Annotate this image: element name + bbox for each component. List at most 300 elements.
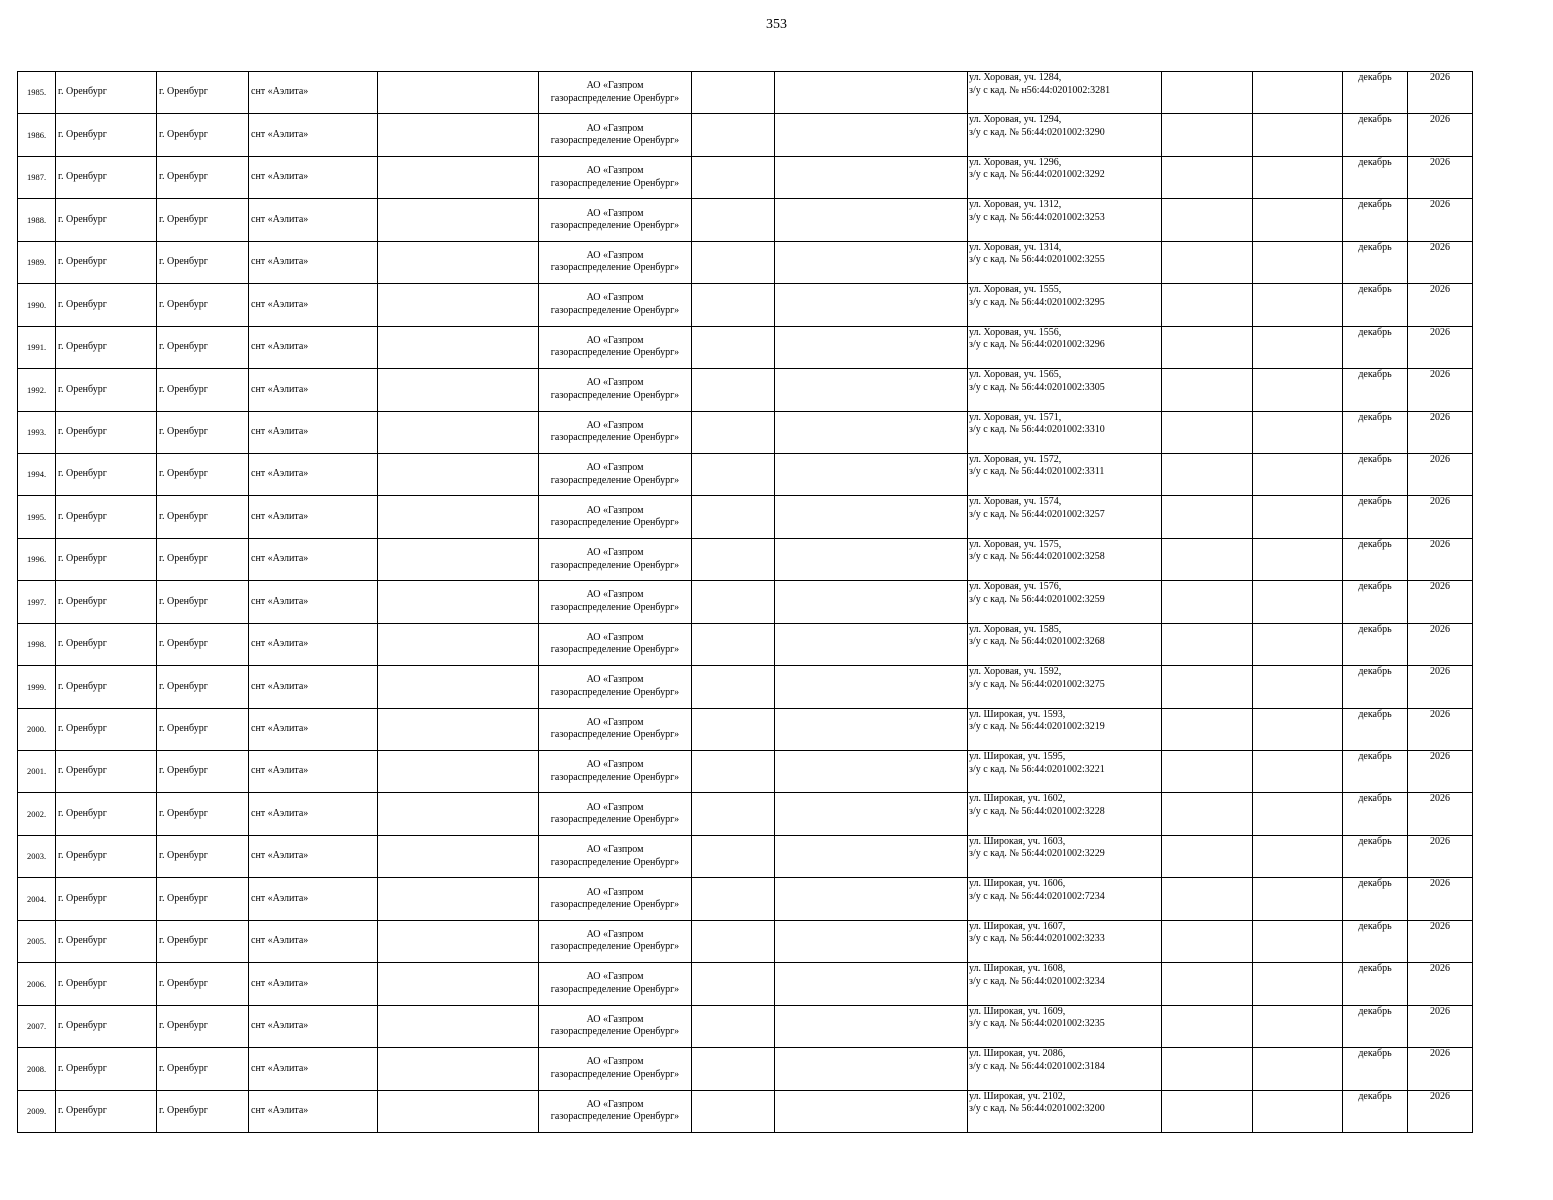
year-cell: 2026 xyxy=(1408,623,1473,665)
empty-cell xyxy=(1162,326,1253,368)
snt-cell: снт «Аэлита» xyxy=(249,199,378,241)
table-row xyxy=(18,156,1473,198)
table-row xyxy=(18,920,1473,962)
empty-cell xyxy=(1162,284,1253,326)
snt-cell: снт «Аэлита» xyxy=(249,920,378,962)
locality-cell: г. Оренбург xyxy=(157,369,249,411)
organization-line-1: АО «Газпром xyxy=(586,971,644,983)
empty-cell xyxy=(692,199,775,241)
district-cell: г. Оренбург xyxy=(56,453,157,495)
snt-cell: снт «Аэлита» xyxy=(249,496,378,538)
empty-cell xyxy=(1162,72,1253,114)
row-number: 1988. xyxy=(18,199,56,241)
address-line-1: ул. Широкая, уч. 1609, xyxy=(969,1005,1066,1017)
locality-cell: г. Оренбург xyxy=(157,156,249,198)
table-row xyxy=(18,666,1473,708)
empty-cell xyxy=(1162,1005,1253,1047)
row-number: 2005. xyxy=(18,920,56,962)
empty-cell xyxy=(692,284,775,326)
empty-cell xyxy=(1162,538,1253,580)
empty-cell xyxy=(692,496,775,538)
locality-cell: г. Оренбург xyxy=(157,284,249,326)
row-number: 2007. xyxy=(18,1005,56,1047)
address-line-2: з/у с кад. № 56:44:0201002:7234 xyxy=(969,890,1105,902)
organization-cell xyxy=(539,453,692,495)
year-cell: 2026 xyxy=(1408,156,1473,198)
month-cell: декабрь xyxy=(1343,199,1408,241)
month-cell: декабрь xyxy=(1343,411,1408,453)
address-cell xyxy=(968,326,1162,368)
empty-cell xyxy=(1162,666,1253,708)
organization-line-1: АО «Газпром xyxy=(586,165,644,177)
year-cell: 2026 xyxy=(1408,666,1473,708)
snt-cell: снт «Аэлита» xyxy=(249,453,378,495)
address-cell xyxy=(968,666,1162,708)
empty-cell xyxy=(692,835,775,877)
address-line-1: ул. Широкая, уч. 1595, xyxy=(969,751,1066,762)
district-cell: г. Оренбург xyxy=(56,835,157,877)
table-row xyxy=(18,453,1473,495)
organization-line-1: АО «Газпром xyxy=(586,419,644,431)
month-cell: декабрь xyxy=(1343,708,1408,750)
empty-cell xyxy=(775,284,968,326)
empty-cell xyxy=(378,920,539,962)
empty-cell xyxy=(378,284,539,326)
organization-cell xyxy=(539,623,692,665)
month-cell: декабрь xyxy=(1343,241,1408,283)
organization-cell xyxy=(539,1005,692,1047)
snt-cell: снт «Аэлита» xyxy=(249,241,378,283)
district-cell: г. Оренбург xyxy=(56,1048,157,1090)
organization-cell xyxy=(539,920,692,962)
empty-cell xyxy=(1162,114,1253,156)
address-line-2: з/у с кад. № 56:44:0201002:3311 xyxy=(969,466,1105,478)
organization-line-2: газораспределение Оренбург» xyxy=(550,177,680,189)
locality-cell: г. Оренбург xyxy=(157,114,249,156)
empty-cell xyxy=(378,708,539,750)
address-line-2: з/у с кад. № 56:44:0201002:3200 xyxy=(969,1103,1105,1114)
organization-cell xyxy=(539,411,692,453)
organization-line-2: газораспределение Оренбург» xyxy=(550,432,680,444)
year-cell: 2026 xyxy=(1408,581,1473,623)
district-cell: г. Оренбург xyxy=(56,326,157,368)
empty-cell xyxy=(1253,835,1343,877)
empty-cell xyxy=(775,369,968,411)
empty-cell xyxy=(1162,835,1253,877)
snt-cell: снт «Аэлита» xyxy=(249,666,378,708)
district-cell: г. Оренбург xyxy=(56,284,157,326)
year-cell: 2026 xyxy=(1408,72,1473,114)
organization-cell xyxy=(539,708,692,750)
empty-cell xyxy=(692,1090,775,1132)
table-row xyxy=(18,1005,1473,1047)
empty-cell xyxy=(378,411,539,453)
empty-cell xyxy=(692,878,775,920)
row-number: 1994. xyxy=(18,453,56,495)
table-row xyxy=(18,284,1473,326)
table-row xyxy=(18,581,1473,623)
table-body xyxy=(18,72,1473,1133)
empty-cell xyxy=(692,1048,775,1090)
locality-cell: г. Оренбург xyxy=(157,453,249,495)
empty-cell xyxy=(1253,538,1343,580)
organization-line-2: газораспределение Оренбург» xyxy=(550,1026,680,1038)
address-line-2: з/у с кад. № 56:44:0201002:3305 xyxy=(969,381,1105,393)
empty-cell xyxy=(775,241,968,283)
address-line-1: ул. Широкая, уч. 1607, xyxy=(969,920,1066,932)
empty-cell xyxy=(775,411,968,453)
empty-cell xyxy=(1162,496,1253,538)
empty-cell xyxy=(378,623,539,665)
organization-cell xyxy=(539,369,692,411)
organization-line-2: газораспределение Оренбург» xyxy=(550,517,680,529)
organization-line-1: АО «Газпром xyxy=(586,1098,644,1110)
empty-cell xyxy=(378,1090,539,1132)
organization-line-1: АО «Газпром xyxy=(586,928,644,940)
district-cell: г. Оренбург xyxy=(56,1090,157,1132)
address-cell xyxy=(968,920,1162,962)
table-row xyxy=(18,199,1473,241)
month-cell: декабрь xyxy=(1343,453,1408,495)
organization-cell xyxy=(539,241,692,283)
address-cell xyxy=(968,369,1162,411)
row-number: 2001. xyxy=(18,751,56,793)
locality-cell: г. Оренбург xyxy=(157,623,249,665)
snt-cell: снт «Аэлита» xyxy=(249,369,378,411)
address-line-1: ул. Широкая, уч. 1603, xyxy=(969,835,1066,847)
address-cell xyxy=(968,411,1162,453)
empty-cell xyxy=(1253,72,1343,114)
organization-line-2: газораспределение Оренбург» xyxy=(550,644,680,656)
organization-cell xyxy=(539,1090,692,1132)
organization-line-1: АО «Газпром xyxy=(586,377,644,389)
row-number: 1993. xyxy=(18,411,56,453)
address-line-2: з/у с кад. № 56:44:0201002:3234 xyxy=(969,975,1105,987)
month-cell: декабрь xyxy=(1343,920,1408,962)
snt-cell: снт «Аэлита» xyxy=(249,751,378,793)
empty-cell xyxy=(775,199,968,241)
year-cell: 2026 xyxy=(1408,496,1473,538)
address-line-1: ул. Хоровая, уч. 1574, xyxy=(969,496,1062,508)
empty-cell xyxy=(1253,326,1343,368)
snt-cell: снт «Аэлита» xyxy=(249,581,378,623)
table-row xyxy=(18,623,1473,665)
empty-cell xyxy=(1253,1048,1343,1090)
address-line-2: з/у с кад. № 56:44:0201002:3221 xyxy=(969,763,1105,775)
organization-cell xyxy=(539,581,692,623)
empty-cell xyxy=(692,411,775,453)
address-line-1: ул. Хоровая, уч. 1571, xyxy=(969,411,1062,423)
district-cell: г. Оренбург xyxy=(56,708,157,750)
organization-line-1: АО «Газпром xyxy=(586,589,644,601)
month-cell: декабрь xyxy=(1343,1005,1408,1047)
year-cell: 2026 xyxy=(1408,453,1473,495)
organization-line-1: АО «Газпром xyxy=(586,716,644,728)
locality-cell: г. Оренбург xyxy=(157,199,249,241)
empty-cell xyxy=(775,496,968,538)
table-row xyxy=(18,793,1473,835)
address-cell xyxy=(968,284,1162,326)
organization-line-1: АО «Газпром xyxy=(586,886,644,898)
organization-line-1: АО «Газпром xyxy=(586,80,644,92)
empty-cell xyxy=(1253,963,1343,1005)
empty-cell xyxy=(378,369,539,411)
address-line-1: ул. Хоровая, уч. 1575, xyxy=(969,538,1062,550)
empty-cell xyxy=(775,114,968,156)
empty-cell xyxy=(775,920,968,962)
organization-line-2: газораспределение Оренбург» xyxy=(550,92,680,104)
organization-line-1: АО «Газпром xyxy=(586,844,644,856)
empty-cell xyxy=(1253,1090,1343,1132)
empty-cell xyxy=(378,878,539,920)
organization-line-1: АО «Газпром xyxy=(586,674,644,686)
district-cell: г. Оренбург xyxy=(56,369,157,411)
year-cell: 2026 xyxy=(1408,284,1473,326)
row-number: 2009. xyxy=(18,1090,56,1132)
locality-cell: г. Оренбург xyxy=(157,666,249,708)
empty-cell xyxy=(692,241,775,283)
address-line-2: з/у с кад. № 56:44:0201002:3184 xyxy=(969,1060,1105,1072)
row-number: 1989. xyxy=(18,241,56,283)
district-cell: г. Оренбург xyxy=(56,963,157,1005)
organization-line-1: АО «Газпром xyxy=(586,1056,644,1068)
table-row xyxy=(18,72,1473,114)
month-cell: декабрь xyxy=(1343,666,1408,708)
month-cell: декабрь xyxy=(1343,369,1408,411)
table-row xyxy=(18,538,1473,580)
organization-cell xyxy=(539,326,692,368)
month-cell: декабрь xyxy=(1343,581,1408,623)
organization-cell xyxy=(539,666,692,708)
table-row xyxy=(18,114,1473,156)
row-number: 1987. xyxy=(18,156,56,198)
row-number: 1996. xyxy=(18,538,56,580)
address-line-2: з/у с кад. № 56:44:0201002:3228 xyxy=(969,805,1105,817)
year-cell: 2026 xyxy=(1408,708,1473,750)
organization-line-2: газораспределение Оренбург» xyxy=(550,941,680,953)
empty-cell xyxy=(1253,920,1343,962)
address-line-2: з/у с кад. № 56:44:0201002:3229 xyxy=(969,848,1105,860)
organization-cell xyxy=(539,199,692,241)
empty-cell xyxy=(1162,963,1253,1005)
empty-cell xyxy=(775,326,968,368)
empty-cell xyxy=(1162,920,1253,962)
table-row xyxy=(18,241,1473,283)
locality-cell: г. Оренбург xyxy=(157,326,249,368)
empty-cell xyxy=(775,963,968,1005)
table-row xyxy=(18,1090,1473,1132)
address-line-2: з/у с кад. № н56:44:0201002:3281 xyxy=(969,84,1111,96)
month-cell: декабрь xyxy=(1343,284,1408,326)
year-cell: 2026 xyxy=(1408,793,1473,835)
empty-cell xyxy=(775,623,968,665)
empty-cell xyxy=(378,1005,539,1047)
empty-cell xyxy=(1162,708,1253,750)
address-cell xyxy=(968,751,1162,793)
organization-cell xyxy=(539,72,692,114)
table-row xyxy=(18,496,1473,538)
month-cell: декабрь xyxy=(1343,835,1408,877)
snt-cell: снт «Аэлита» xyxy=(249,878,378,920)
empty-cell xyxy=(1253,878,1343,920)
empty-cell xyxy=(775,793,968,835)
organization-line-1: АО «Газпром xyxy=(586,207,644,219)
empty-cell xyxy=(692,793,775,835)
address-line-1: ул. Хоровая, уч. 1592, xyxy=(969,666,1062,678)
organization-line-2: газораспределение Оренбург» xyxy=(550,1068,680,1080)
table-row xyxy=(18,878,1473,920)
district-cell: г. Оренбург xyxy=(56,199,157,241)
empty-cell xyxy=(378,156,539,198)
empty-cell xyxy=(1162,878,1253,920)
address-line-1: ул. Хоровая, уч. 1312, xyxy=(969,199,1062,211)
year-cell: 2026 xyxy=(1408,1048,1473,1090)
organization-cell xyxy=(539,156,692,198)
year-cell: 2026 xyxy=(1408,835,1473,877)
empty-cell xyxy=(1162,1090,1253,1132)
address-line-2: з/у с кад. № 56:44:0201002:3295 xyxy=(969,296,1105,308)
organization-line-1: АО «Газпром xyxy=(586,122,644,134)
district-cell: г. Оренбург xyxy=(56,793,157,835)
locality-cell: г. Оренбург xyxy=(157,708,249,750)
locality-cell: г. Оренбург xyxy=(157,793,249,835)
row-number: 1999. xyxy=(18,666,56,708)
empty-cell xyxy=(378,538,539,580)
address-line-2: з/у с кад. № 56:44:0201002:3292 xyxy=(969,169,1105,181)
snt-cell: снт «Аэлита» xyxy=(249,1090,378,1132)
empty-cell xyxy=(1162,793,1253,835)
organization-cell xyxy=(539,878,692,920)
address-line-1: ул. Хоровая, уч. 1294, xyxy=(969,114,1062,126)
organization-line-2: газораспределение Оренбург» xyxy=(550,474,680,486)
address-line-1: ул. Хоровая, уч. 1555, xyxy=(969,284,1062,296)
address-cell xyxy=(968,114,1162,156)
organization-line-1: АО «Газпром xyxy=(586,249,644,261)
address-cell xyxy=(968,1005,1162,1047)
empty-cell xyxy=(1253,453,1343,495)
organization-cell xyxy=(539,963,692,1005)
locality-cell: г. Оренбург xyxy=(157,963,249,1005)
year-cell: 2026 xyxy=(1408,963,1473,1005)
address-cell xyxy=(968,581,1162,623)
month-cell: декабрь xyxy=(1343,1090,1408,1132)
address-line-2: з/у с кад. № 56:44:0201002:3259 xyxy=(969,593,1105,605)
month-cell: декабрь xyxy=(1343,156,1408,198)
page-number: 353 xyxy=(766,17,787,32)
snt-cell: снт «Аэлита» xyxy=(249,623,378,665)
locality-cell: г. Оренбург xyxy=(157,538,249,580)
empty-cell xyxy=(775,72,968,114)
empty-cell xyxy=(1162,751,1253,793)
snt-cell: снт «Аэлита» xyxy=(249,156,378,198)
row-number: 2002. xyxy=(18,793,56,835)
district-cell: г. Оренбург xyxy=(56,623,157,665)
empty-cell xyxy=(1253,411,1343,453)
row-number: 1995. xyxy=(18,496,56,538)
empty-cell xyxy=(692,708,775,750)
district-cell: г. Оренбург xyxy=(56,581,157,623)
organization-line-2: газораспределение Оренбург» xyxy=(550,1111,680,1123)
empty-cell xyxy=(378,72,539,114)
district-cell: г. Оренбург xyxy=(56,920,157,962)
month-cell: декабрь xyxy=(1343,496,1408,538)
organization-cell xyxy=(539,284,692,326)
organization-line-1: АО «Газпром xyxy=(586,801,644,813)
empty-cell xyxy=(775,1090,968,1132)
snt-cell: снт «Аэлита» xyxy=(249,411,378,453)
empty-cell xyxy=(378,751,539,793)
empty-cell xyxy=(775,538,968,580)
snt-cell: снт «Аэлита» xyxy=(249,538,378,580)
address-cell xyxy=(968,793,1162,835)
organization-line-1: АО «Газпром xyxy=(586,631,644,643)
address-line-1: ул. Хоровая, уч. 1565, xyxy=(969,369,1062,381)
table-row xyxy=(18,369,1473,411)
address-line-1: ул. Хоровая, уч. 1284, xyxy=(969,72,1062,83)
row-number: 1986. xyxy=(18,114,56,156)
organization-line-1: АО «Газпром xyxy=(586,334,644,346)
organization-cell xyxy=(539,1048,692,1090)
empty-cell xyxy=(1162,156,1253,198)
address-line-2: з/у с кад. № 56:44:0201002:3257 xyxy=(969,508,1105,520)
address-line-2: з/у с кад. № 56:44:0201002:3258 xyxy=(969,551,1105,563)
empty-cell xyxy=(775,666,968,708)
empty-cell xyxy=(1162,581,1253,623)
address-line-2: з/у с кад. № 56:44:0201002:3268 xyxy=(969,636,1105,648)
locality-cell: г. Оренбург xyxy=(157,411,249,453)
locality-cell: г. Оренбург xyxy=(157,72,249,114)
empty-cell xyxy=(378,1048,539,1090)
address-line-2: з/у с кад. № 56:44:0201002:3233 xyxy=(969,933,1105,945)
address-cell xyxy=(968,72,1162,114)
organization-line-2: газораспределение Оренбург» xyxy=(550,559,680,571)
empty-cell xyxy=(1253,1005,1343,1047)
empty-cell xyxy=(378,199,539,241)
year-cell: 2026 xyxy=(1408,538,1473,580)
table-row xyxy=(18,1048,1473,1090)
organization-line-1: АО «Газпром xyxy=(586,462,644,474)
organization-cell xyxy=(539,793,692,835)
organization-cell xyxy=(539,835,692,877)
empty-cell xyxy=(1253,793,1343,835)
locality-cell: г. Оренбург xyxy=(157,581,249,623)
gasification-table xyxy=(17,71,1473,1133)
locality-cell: г. Оренбург xyxy=(157,751,249,793)
address-cell xyxy=(968,1090,1162,1132)
address-cell xyxy=(968,835,1162,877)
organization-line-2: газораспределение Оренбург» xyxy=(550,347,680,359)
empty-cell xyxy=(1253,496,1343,538)
empty-cell xyxy=(692,963,775,1005)
month-cell: декабрь xyxy=(1343,326,1408,368)
address-cell xyxy=(968,963,1162,1005)
empty-cell xyxy=(692,538,775,580)
empty-cell xyxy=(1162,453,1253,495)
snt-cell: снт «Аэлита» xyxy=(249,72,378,114)
district-cell: г. Оренбург xyxy=(56,666,157,708)
district-cell: г. Оренбург xyxy=(56,751,157,793)
month-cell: декабрь xyxy=(1343,72,1408,114)
table-row xyxy=(18,963,1473,1005)
year-cell: 2026 xyxy=(1408,878,1473,920)
address-cell xyxy=(968,538,1162,580)
organization-line-2: газораспределение Оренбург» xyxy=(550,601,680,613)
district-cell: г. Оренбург xyxy=(56,411,157,453)
address-line-2: з/у с кад. № 56:44:0201002:3310 xyxy=(969,424,1105,435)
row-number: 1991. xyxy=(18,326,56,368)
address-cell xyxy=(968,623,1162,665)
year-cell: 2026 xyxy=(1408,751,1473,793)
